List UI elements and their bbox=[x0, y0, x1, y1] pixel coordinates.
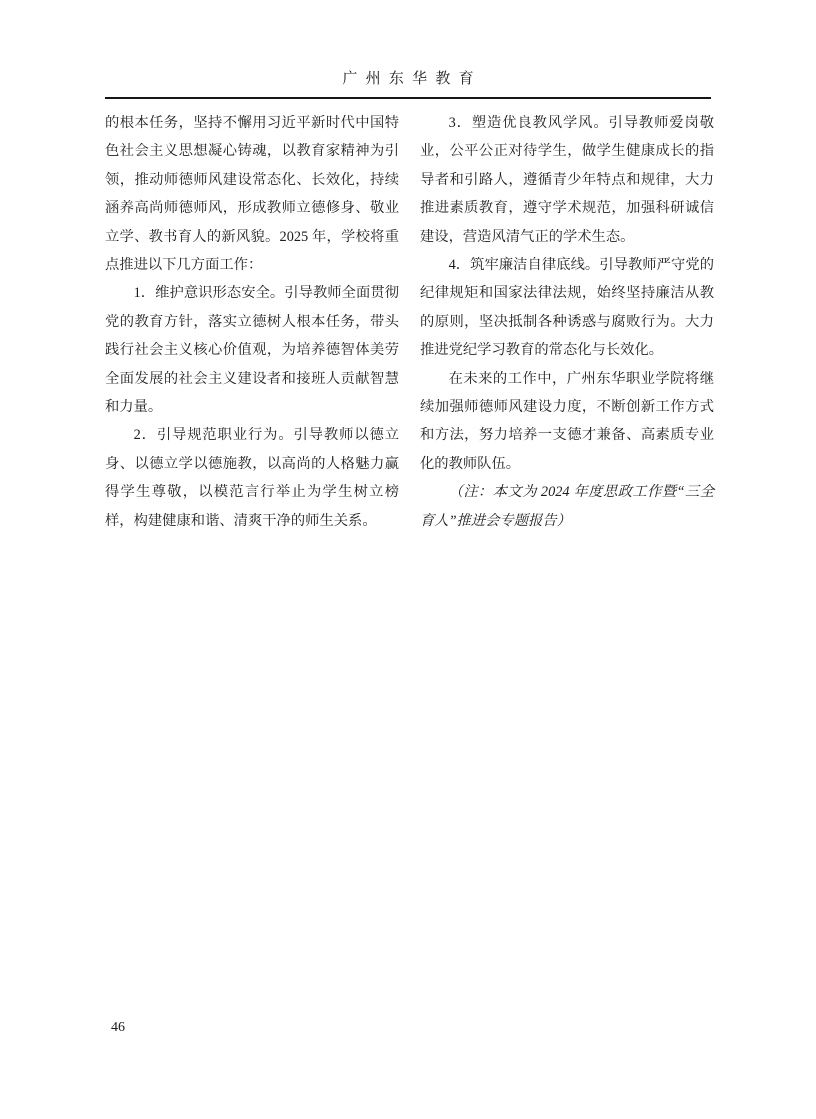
paragraph-continuation: 的根本任务，坚持不懈用习近平新时代中国特色社会主义思想凝心铸魂，以教育家精神为引领，推动师德师风建设常态化、长效化，持续涵养高尚师德师风，形成教师立德修身、敬业立学、教书育人的新风貌。2025 年，学校将重点推进以下几方面工作： bbox=[105, 115, 399, 274]
paragraph-item-2: 2．引导规范职业行为。引导教师以德立身、以德立学以德施教，以高尚的人格魅力赢得学生尊敬，以模范言行举止为学生树立榜样，构建健康和谐、清爽干净的师生关系。 bbox=[105, 427, 399, 529]
page-header bbox=[0, 67, 816, 88]
header-rule bbox=[105, 97, 711, 99]
right-column bbox=[420, 109, 714, 535]
left-column bbox=[105, 109, 399, 535]
editor-note: （注：本文为 2024 年度思政工作暨“三全育人”推进会专题报告） bbox=[420, 484, 714, 529]
paragraph-item-1: 1．维护意识形态安全。引导教师全面贯彻党的教育方针，落实立德树人根本任务，带头践行社会主义核心价值观，为培养德智体美劳全面发展的社会主义建设者和接班人贡献智慧和力量。 bbox=[105, 285, 399, 416]
paragraph-item-4: 4．筑牢廉洁自律底线。引导教师严守党的纪律规矩和国家法律法规，始终坚持廉洁从教的原则，坚决抵制各种诱惑与腐败行为。大力推进党纪学习教育的常态化与长效化。 bbox=[420, 257, 714, 359]
paragraph-closing: 在未来的工作中，广州东华职业学院将继续加强师德师风建设力度，不断创新工作方式和方法，努力培养一支德才兼备、高素质专业化的教师队伍。 bbox=[420, 370, 714, 472]
journal-title: 广州东华教育 bbox=[342, 71, 482, 87]
page-number: 46 bbox=[111, 1020, 125, 1035]
paragraph-item-3: 3．塑造优良教风学风。引导教师爱岗敬业，公平公正对待学生，做学生健康成长的指导者和引路人，遵循青少年特点和规律，大力推进素质教育，遵守学术规范，加强科研诚信建设，营造风清气正的学术生态。 bbox=[420, 115, 714, 245]
